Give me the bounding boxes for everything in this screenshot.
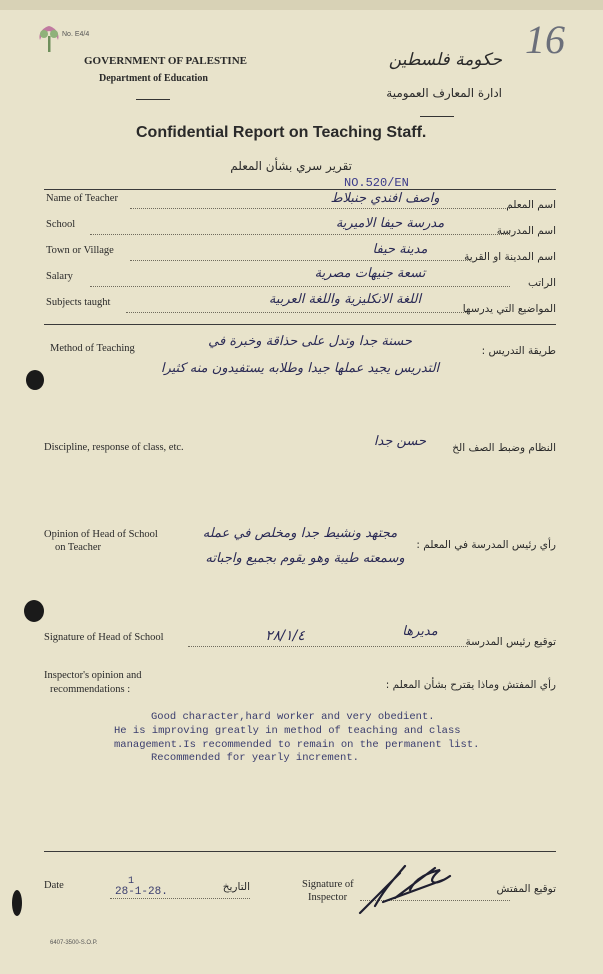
label-inspector-opinion-2: recommendations : bbox=[50, 684, 131, 695]
dotted-line bbox=[130, 260, 470, 261]
report-title: Confidential Report on Teaching Staff. bbox=[136, 124, 427, 141]
inspector-typed-line2: He is improving greatly in method of teaching and class bbox=[114, 725, 461, 737]
label-name-of-teacher-ar: اسم المعلم bbox=[506, 199, 556, 211]
date-day-fraction: 1 bbox=[128, 876, 135, 887]
label-town-or-village-ar: اسم المدينة او القرية bbox=[464, 251, 556, 263]
inspector-signature-icon bbox=[355, 858, 465, 918]
inspector-typed-line4: Recommended for yearly increment. bbox=[151, 752, 359, 764]
label-school: School bbox=[46, 219, 76, 230]
print-code: 6407-3500-S.O.P. bbox=[50, 940, 98, 946]
value-salary: تسعة جنيهات مصرية bbox=[314, 266, 426, 281]
dotted-line bbox=[90, 234, 510, 235]
report-title-ar: تقرير سري بشأن المعلم bbox=[230, 159, 352, 173]
top-rule bbox=[44, 189, 556, 190]
label-date: Date bbox=[44, 880, 64, 891]
label-signature-head: Signature of Head of School bbox=[44, 632, 164, 643]
dotted-line bbox=[126, 312, 466, 313]
punch-hole-2 bbox=[24, 600, 44, 622]
inspector-typed-line3: management.Is recommended to remain on the permanent list. bbox=[114, 739, 480, 751]
inspector-typed-line1: Good character,hard worker and very obedient. bbox=[151, 711, 435, 723]
value-school: مدرسة حيفا الاميرية bbox=[335, 216, 445, 231]
bottom-rule bbox=[44, 851, 556, 852]
value-teacher-name: واصف افندي جنبلاط bbox=[330, 191, 440, 206]
paper-edge-shadow bbox=[0, 0, 603, 10]
head-signature: مديرها bbox=[402, 624, 438, 639]
label-opinion-head-2: on Teacher bbox=[55, 542, 102, 553]
punch-hole-1 bbox=[26, 370, 44, 390]
department-title-ar: ادارة المعارف العمومية bbox=[386, 86, 502, 100]
opinion-comment-line2: وسمعته طيبة وهو يقوم بجميع واجباته bbox=[205, 551, 405, 566]
header-ornament-right bbox=[420, 116, 454, 117]
label-subjects-taught: Subjects taught bbox=[46, 297, 111, 308]
reference-number: NO.520/EN bbox=[344, 176, 409, 190]
label-town-or-village: Town or Village bbox=[46, 245, 114, 256]
label-subjects-taught-ar: المواضيع التي يدرسها bbox=[462, 303, 556, 315]
opinion-comment-line1: مجتهد ونشيط جدا ومخلص في عمله bbox=[202, 526, 398, 541]
label-signature-inspector-2: Inspector bbox=[308, 892, 348, 903]
label-salary-ar: الراتب bbox=[527, 277, 556, 289]
header-ornament-left bbox=[136, 99, 170, 100]
discipline-comment: حسن جدا bbox=[373, 434, 427, 449]
punch-hole-3 bbox=[12, 890, 22, 916]
government-title-ar: حكومة فلسطين bbox=[388, 50, 502, 70]
dotted-line bbox=[110, 898, 250, 899]
form-number: No. E4/4 bbox=[62, 31, 90, 38]
label-signature-head-ar: توقيع رئيس المدرسة bbox=[465, 636, 556, 648]
dotted-line bbox=[188, 646, 468, 647]
emblem-icon bbox=[32, 22, 66, 56]
middle-rule bbox=[44, 324, 556, 325]
label-opinion-head: Opinion of Head of School bbox=[44, 529, 158, 540]
label-discipline-ar: النظام وضبط الصف الخ bbox=[452, 442, 556, 454]
label-signature-inspector: Signature of bbox=[302, 879, 354, 890]
method-comment-line1: حسنة جدا وتدل على حذاقة وخبرة في bbox=[208, 334, 412, 349]
label-signature-inspector-ar: توقيع المفتش bbox=[496, 883, 556, 895]
label-method-of-teaching-ar: طريقة التدريس : bbox=[481, 345, 556, 357]
date-value: 28-1-28. bbox=[115, 886, 168, 898]
label-method-of-teaching: Method of Teaching bbox=[50, 343, 135, 354]
label-name-of-teacher: Name of Teacher bbox=[46, 193, 118, 204]
dotted-line bbox=[130, 208, 510, 209]
method-comment-line2: التدريس يجيد عملها جيدا وطلابه يستفيدون منه كثيرا bbox=[160, 361, 440, 376]
dotted-line bbox=[90, 286, 510, 287]
department-title-en: Department of Education bbox=[99, 73, 208, 84]
government-title-en: GOVERNMENT OF PALESTINE bbox=[84, 55, 247, 67]
value-subjects: اللغة الانكليزية واللغة العربية bbox=[268, 292, 422, 307]
label-date-ar: التاريخ bbox=[222, 881, 250, 893]
head-signature-date: ٢٨/١/٤ bbox=[265, 628, 305, 644]
page-number: 16 bbox=[525, 17, 565, 62]
label-opinion-head-ar: رأي رئيس المدرسة في المعلم : bbox=[416, 539, 556, 551]
value-town: مدينة حيفا bbox=[372, 242, 428, 257]
label-discipline: Discipline, response of class, etc. bbox=[44, 442, 184, 453]
label-inspector-opinion: Inspector's opinion and bbox=[44, 670, 142, 681]
label-salary: Salary bbox=[46, 271, 73, 282]
label-inspector-opinion-ar: رأي المفتش وماذا يقترح بشأن المعلم : bbox=[385, 679, 556, 691]
label-school-ar: اسم المدرسة bbox=[496, 225, 556, 237]
